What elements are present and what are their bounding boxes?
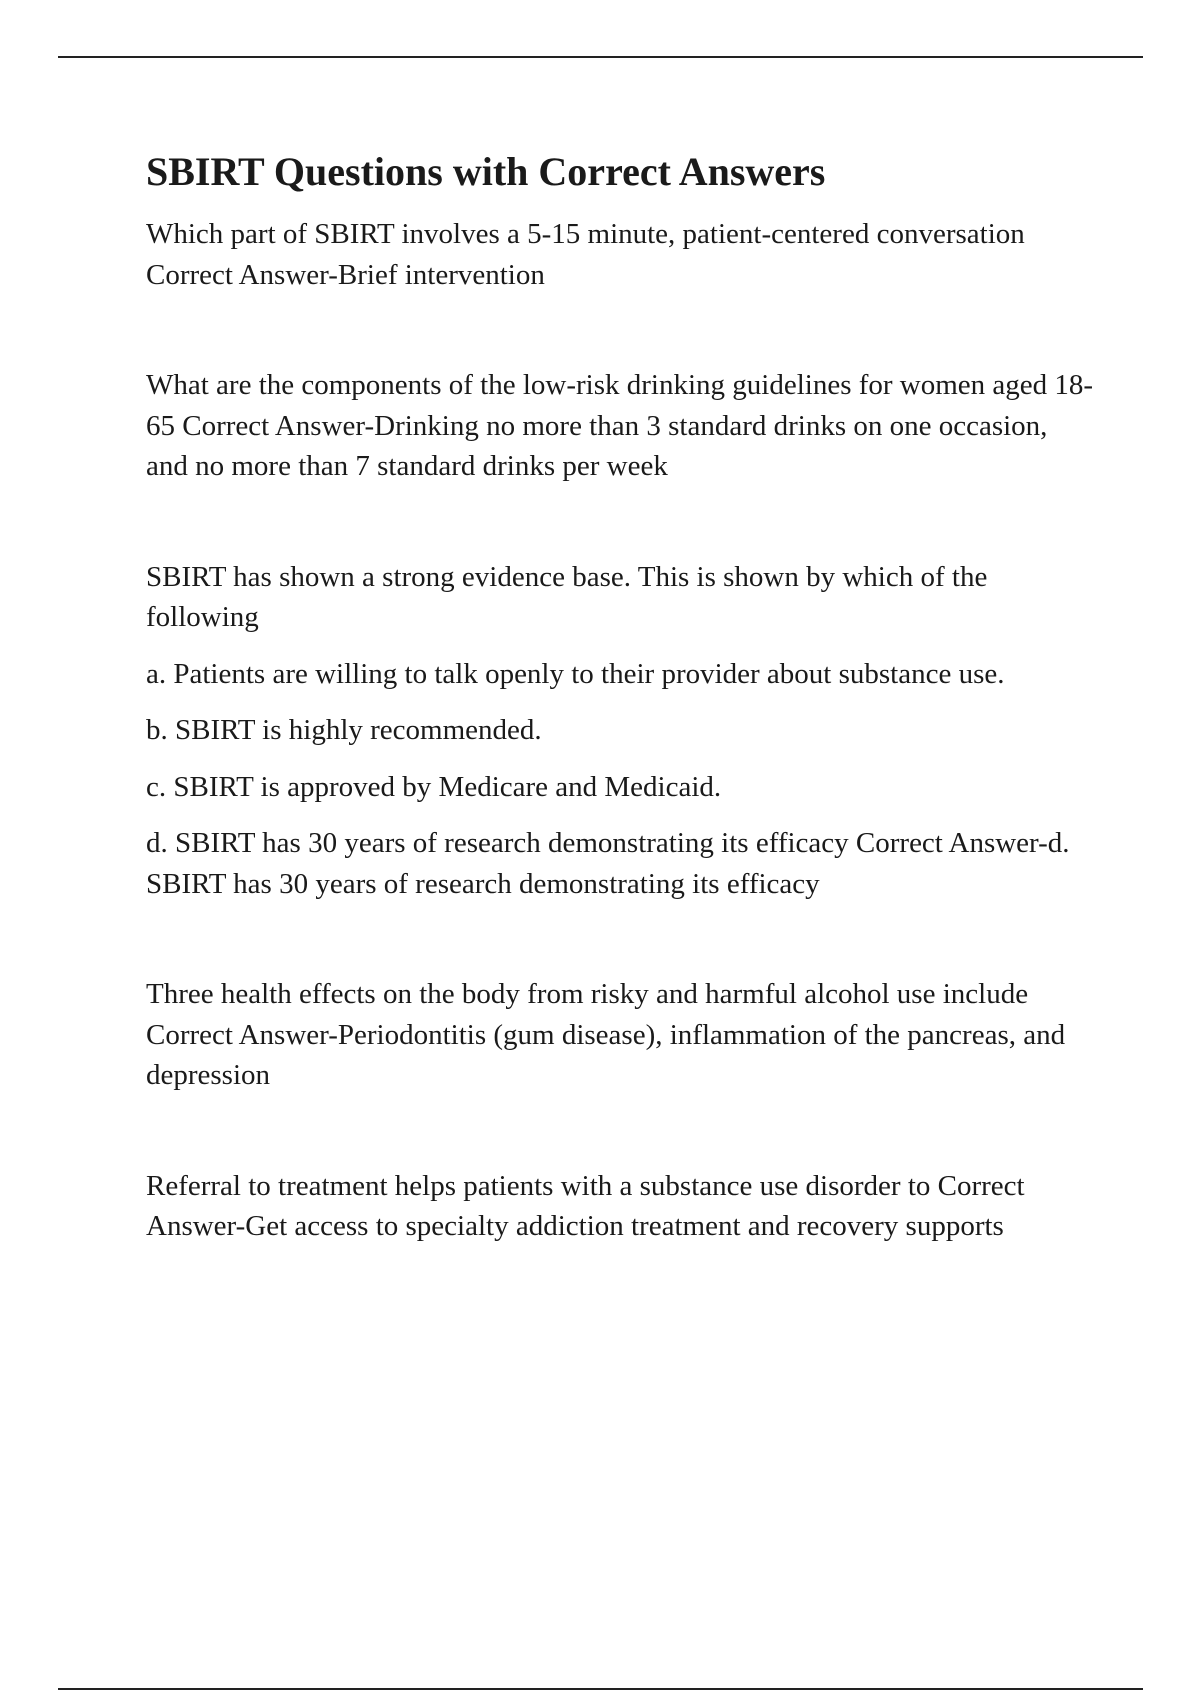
question-3	[146, 557, 1096, 905]
footer-rule	[58, 1688, 1143, 1690]
question-4: Three health effects on the body from risky and harmful alcohol use include Correct Answer-Periodontitis (gum disease), inflammation of the pancreas, and depression	[146, 978, 1066, 1091]
question-5: Referral to treatment helps patients with a substance use disorder to Correct Answer-Get access to specialty addiction treatment and recovery supports	[146, 1169, 1025, 1242]
spacer	[146, 1096, 1096, 1166]
document-title: SBIRT Questions with Correct Answers	[146, 149, 826, 194]
header-rule	[58, 56, 1143, 58]
question-2: What are the components of the low-risk drinking guidelines for women aged 18-65 Correct Answer-Drinking no more than 3 standard drinks on one occasion, and no more than 7 standard drinks per week	[146, 369, 1094, 482]
spacer	[146, 295, 1096, 365]
spacer	[146, 487, 1096, 557]
spacer	[146, 904, 1096, 974]
question-3-option-c: c. SBIRT is approved by Medicare and Medicaid.	[146, 770, 722, 803]
question-1: Which part of SBIRT involves a 5-15 minute, patient-centered conversation Correct Answer-Brief intervention	[146, 218, 1025, 291]
question-3-stem: SBIRT has shown a strong evidence base. This is shown by which of the following	[146, 560, 988, 633]
question-3-option-d: d. SBIRT has 30 years of research demonstrating its efficacy Correct Answer-d. SBIRT has 30 years of research demonstrating its efficacy	[146, 827, 1070, 900]
document-body	[146, 144, 1096, 1247]
question-3-option-b: b. SBIRT is highly recommended.	[146, 714, 542, 746]
question-3-option-a: a. Patients are willing to talk openly to their provider about substance use.	[146, 657, 1005, 690]
